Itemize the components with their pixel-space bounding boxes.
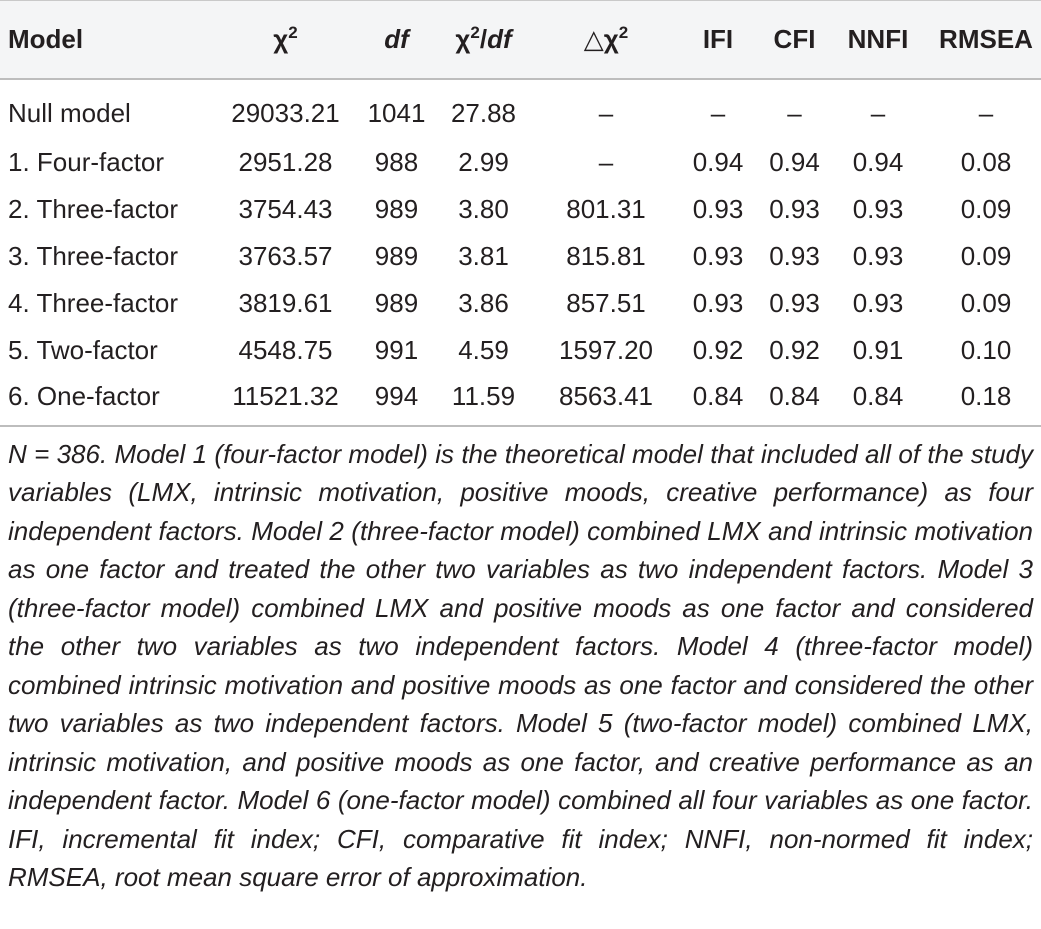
cell-df: 1041: [367, 97, 426, 128]
cell-cfi: 0.84: [769, 380, 820, 411]
cell-delta-chi-square: 1597.20: [559, 334, 653, 365]
table-body: [0, 79, 1041, 426]
header-delta-exponent: 2: [618, 22, 629, 42]
header-row: [0, 1, 1041, 79]
header-model: [0, 1, 213, 79]
cell-nnfi: 0.93: [852, 287, 904, 318]
header-nnfi: [833, 1, 923, 79]
header-nnfi-label: NNFI: [847, 23, 909, 54]
cell-rmsea: –: [978, 97, 994, 128]
cell-delta-chi-square: 857.51: [566, 287, 646, 318]
header-df-label: df: [384, 23, 409, 54]
cell-rmsea: 0.09: [960, 287, 1012, 318]
cell-ratio: 11.59: [451, 380, 516, 411]
cell-ratio: 27.88: [450, 97, 517, 128]
cell-chi-square: 29033.21: [231, 97, 340, 128]
header-ratio-df: df: [487, 23, 512, 54]
header-rmsea-label: RMSEA: [939, 23, 1033, 54]
table-row: [0, 280, 1041, 327]
cell-rmsea: 0.09: [960, 193, 1012, 224]
table-footnote: N = 386. Model 1 (four-factor model) is the theoretical model that included all of the study variables (LMX, intrinsic motivation, positive moods, creative performance) as four independent factors. Model 2 (three-factor model) combined LMX and intrinsic motivation as one factor and treated the other two variables as two independent factors. Model 3 (three-factor model) combined LMX and positive moods as one factor and considered the other two variables as two independent factors. Model 4 (three-factor model) combined intrinsic motivation and positive moods as one factor and considered the other two variables as two independent factors. Model 5 (two-factor model) combined LMX, intrinsic motivation, and positive moods as one factor, and creative performance as an independent factor. Model 6 (one-factor model) combined all four variables as one factor. IFI, incremental fit index; CFI, comparative fit index; NNFI, non-normed fit index; RMSEA, root mean square error of approximation.: [8, 438, 1033, 892]
cell-nnfi: 0.84: [852, 380, 904, 411]
header-cfi: [756, 1, 833, 79]
cell-rmsea: 0.10: [960, 334, 1012, 365]
cell-df: 991: [374, 334, 419, 365]
cell-delta-chi-square: –: [598, 146, 614, 177]
header-cfi-label: CFI: [773, 23, 816, 54]
cell-delta-chi-square: –: [598, 97, 614, 128]
header-df: [358, 1, 435, 79]
cell-cfi: –: [787, 97, 802, 128]
cell-ifi: 0.93: [692, 193, 744, 224]
header-ratio-symbol: χ: [455, 23, 471, 54]
cell-chi-square: 2951.28: [238, 146, 333, 177]
table-row: [0, 139, 1041, 186]
cell-model: 2. Three-factor: [8, 193, 179, 224]
cell-ifi: –: [710, 97, 726, 128]
cell-chi-square: 11521.32: [232, 380, 339, 411]
header-chi-square-exponent: 2: [288, 22, 298, 42]
cell-nnfi: 0.94: [852, 146, 904, 177]
cell-chi-square: 3754.43: [238, 193, 333, 224]
header-chi-square: [213, 1, 358, 79]
cell-ratio: 3.80: [458, 193, 509, 224]
cell-nnfi: 0.93: [852, 193, 904, 224]
cell-rmsea: 0.08: [960, 146, 1012, 177]
header-chi-square-symbol: χ: [273, 23, 289, 54]
header-ratio-exponent: 2: [470, 22, 480, 42]
cell-cfi: 0.93: [769, 240, 820, 271]
cell-cfi: 0.94: [769, 146, 820, 177]
header-chi-square-df-ratio: [435, 1, 532, 79]
cell-df: 989: [374, 240, 419, 271]
table-row: [0, 374, 1041, 426]
cell-model: 6. One-factor: [8, 380, 160, 411]
cell-cfi: 0.93: [769, 287, 820, 318]
cell-cfi: 0.93: [769, 193, 820, 224]
cell-ratio: 3.86: [458, 287, 509, 318]
cell-rmsea: 0.18: [960, 380, 1012, 411]
cell-model: 5. Two-factor: [8, 334, 158, 365]
header-ifi: [680, 1, 756, 79]
cell-model: 1. Four-factor: [8, 146, 165, 177]
cell-rmsea: 0.09: [960, 240, 1012, 271]
cell-cfi: 0.92: [769, 334, 820, 365]
table-row: [0, 186, 1041, 233]
cell-ratio: 4.59: [458, 334, 509, 365]
cell-ifi: 0.92: [692, 334, 744, 365]
cell-nnfi: –: [870, 97, 886, 128]
cell-nnfi: 0.93: [852, 240, 904, 271]
header-model-label: Model: [8, 23, 84, 54]
cell-ifi: 0.94: [692, 146, 744, 177]
cell-delta-chi-square: 815.81: [566, 240, 646, 271]
cell-df: 994: [374, 380, 419, 411]
cell-chi-square: 3819.61: [238, 287, 333, 318]
cell-delta-chi-square: 8563.41: [559, 380, 653, 411]
header-delta-chi-square: [532, 1, 680, 79]
table-row: [0, 79, 1041, 139]
cell-df: 989: [374, 193, 419, 224]
cell-ratio: 3.81: [458, 240, 509, 271]
header-ifi-label: IFI: [702, 23, 734, 54]
cell-chi-square: 4548.75: [238, 334, 333, 365]
header-rmsea: [923, 1, 1041, 79]
cell-ifi: 0.84: [692, 380, 744, 411]
header-delta-symbol: △χ: [583, 23, 619, 54]
table-row: [0, 327, 1041, 374]
cell-model: Null model: [8, 97, 131, 128]
table-header: [0, 1, 1041, 79]
cell-nnfi: 0.91: [852, 334, 904, 365]
model-fit-table: [0, 0, 1041, 427]
cell-ratio: 2.99: [458, 146, 509, 177]
header-ratio-slash: /: [479, 23, 488, 54]
table-row: [0, 233, 1041, 280]
cell-chi-square: 3763.57: [238, 240, 333, 271]
cell-df: 989: [374, 287, 419, 318]
cell-df: 988: [374, 146, 419, 177]
cell-model: 4. Three-factor: [8, 287, 179, 318]
cell-ifi: 0.93: [692, 287, 744, 318]
cell-ifi: 0.93: [692, 240, 744, 271]
cell-model: 3. Three-factor: [8, 240, 179, 271]
cell-delta-chi-square: 801.31: [566, 193, 646, 224]
